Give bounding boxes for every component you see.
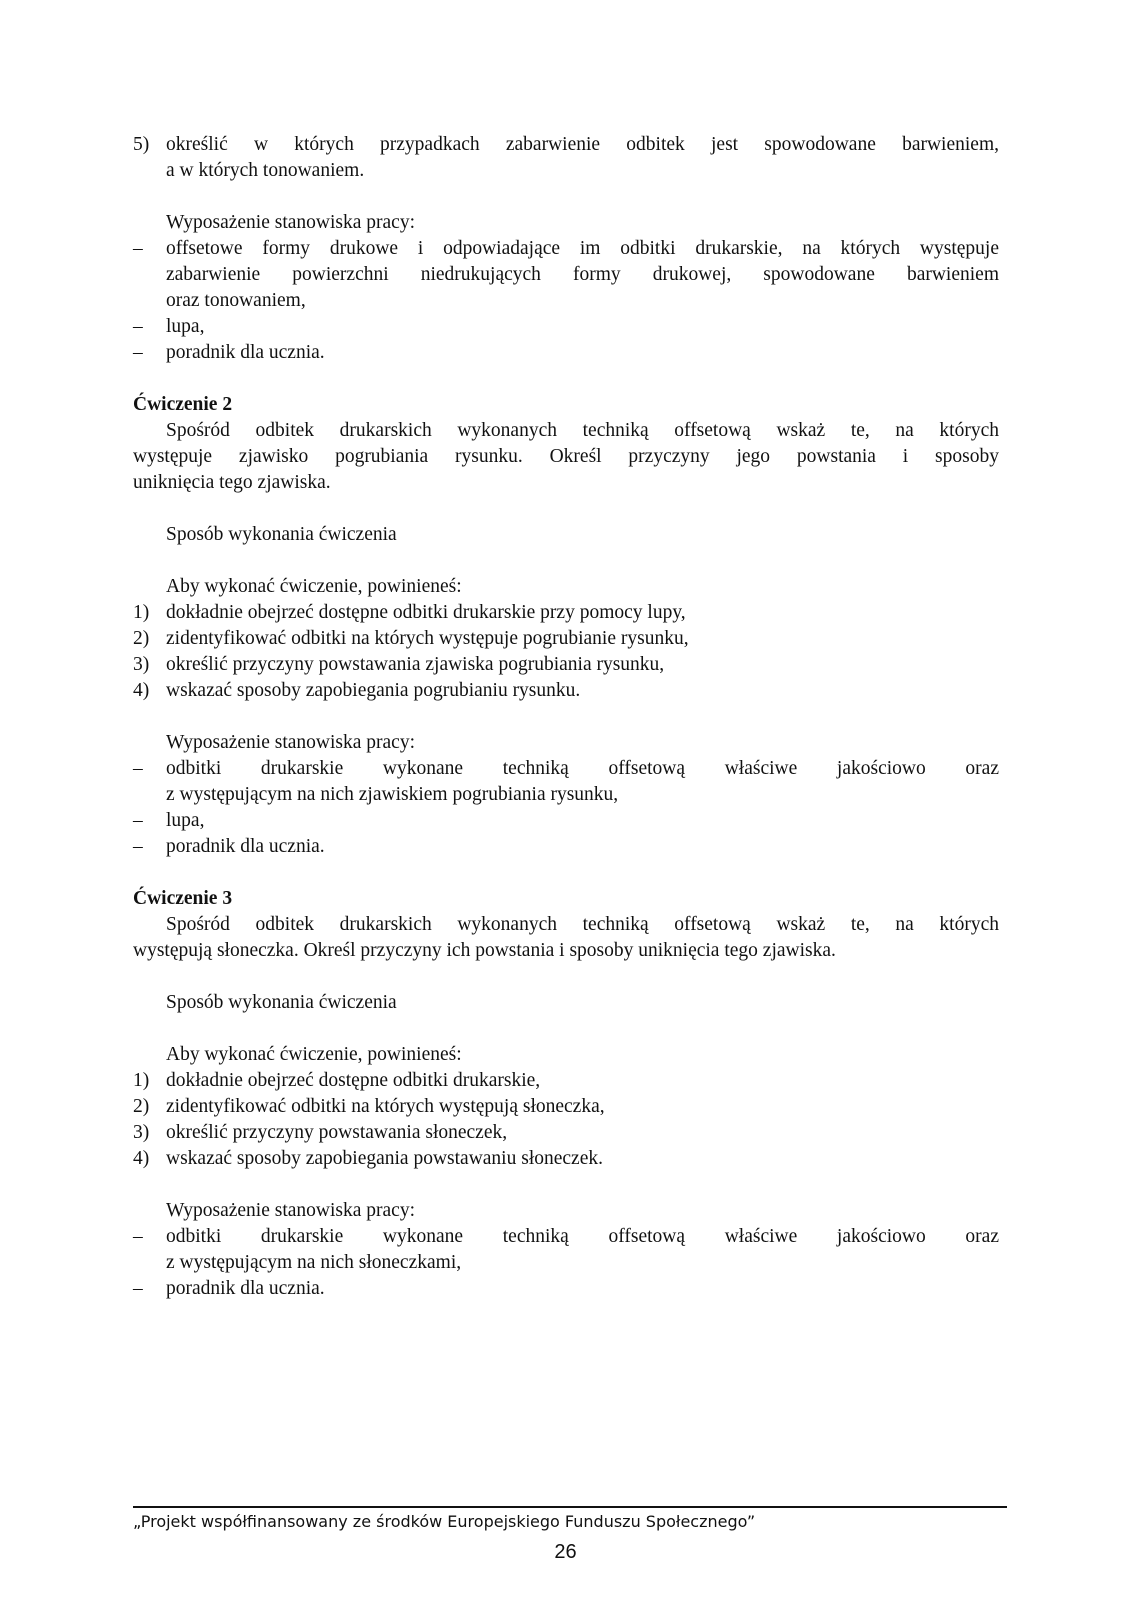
exercise-3-title: Ćwiczenie 3 <box>133 888 233 909</box>
exercise-3-task: Spośród odbitek drukarskich wykonanych techniką offsetową wskaż te, na których występują słoneczka. Określ przyczyny ich powstania i sposoby uniknięcia tego zjawiska. <box>133 914 999 961</box>
step-item: 4) wskazać sposoby zapobiegania pogrubianiu rysunku. <box>133 680 581 701</box>
page-body <box>133 132 999 1302</box>
list-item-5: 5) określić w których przypadkach zabarwienie odbitek jest spowodowane barwieniem, a w których tonowaniem. <box>133 134 999 181</box>
equipment-title: Wyposażenie stanowiska pracy: <box>166 212 415 233</box>
equipment-item: – offsetowe formy drukowe i odpowiadające im odbitki drukarskie, na których występuje zabarwienie powierzchni niedrukujących formy drukowej, spowodowane barwieniem oraz tonowaniem, <box>133 238 999 311</box>
steps-intro: Aby wykonać ćwiczenie, powinieneś: <box>166 576 462 597</box>
equipment-title: Wyposażenie stanowiska pracy: <box>166 732 415 753</box>
equipment-item: – lupa, <box>133 810 205 831</box>
equipment-item: – poradnik dla ucznia. <box>133 1278 325 1299</box>
method-title: Sposób wykonania ćwiczenia <box>166 524 397 545</box>
exercise-2-task: Spośród odbitek drukarskich wykonanych techniką offsetową wskaż te, na których występuje zjawisko pogrubiania rysunku. Określ przyczyny jego powstania i sposoby uniknięcia tego zjawiska. <box>133 420 999 493</box>
equipment-item: – poradnik dla ucznia. <box>133 342 325 363</box>
equipment-item: – poradnik dla ucznia. <box>133 836 325 857</box>
step-item: 4) wskazać sposoby zapobiegania powstawaniu słoneczek. <box>133 1148 603 1169</box>
list-marker: 5) <box>133 134 150 155</box>
page-number: 26 <box>554 1541 577 1563</box>
step-item: 2) zidentyfikować odbitki na których występują słoneczka, <box>133 1096 605 1117</box>
step-item: 1) dokładnie obejrzeć dostępne odbitki drukarskie przy pomocy lupy, <box>133 602 686 623</box>
step-item: 3) określić przyczyny powstawania zjawiska pogrubiania rysunku, <box>133 654 665 675</box>
step-item: 1) dokładnie obejrzeć dostępne odbitki drukarskie, <box>133 1070 541 1091</box>
equipment-item: – odbitki drukarskie wykonane techniką offsetową właściwe jakościowo oraz z występującym na nich zjawiskiem pogrubiania rysunku, <box>133 758 999 805</box>
method-title: Sposób wykonania ćwiczenia <box>166 992 397 1013</box>
equipment-item: – lupa, <box>133 316 205 337</box>
step-item: 3) określić przyczyny powstawania słoneczek, <box>133 1122 508 1143</box>
steps-intro: Aby wykonać ćwiczenie, powinieneś: <box>166 1044 462 1065</box>
equipment-title: Wyposażenie stanowiska pracy: <box>166 1200 415 1221</box>
footer-divider <box>133 1506 1007 1508</box>
equipment-item: – odbitki drukarskie wykonane techniką offsetową właściwe jakościowo oraz z występującym na nich słoneczkami, <box>133 1226 999 1273</box>
footer-text: „Projekt współfinansowany ze środków Europejskiego Funduszu Społecznego” <box>133 1512 756 1531</box>
exercise-2-title: Ćwiczenie 2 <box>133 394 233 415</box>
step-item: 2) zidentyfikować odbitki na których występuje pogrubianie rysunku, <box>133 628 689 649</box>
